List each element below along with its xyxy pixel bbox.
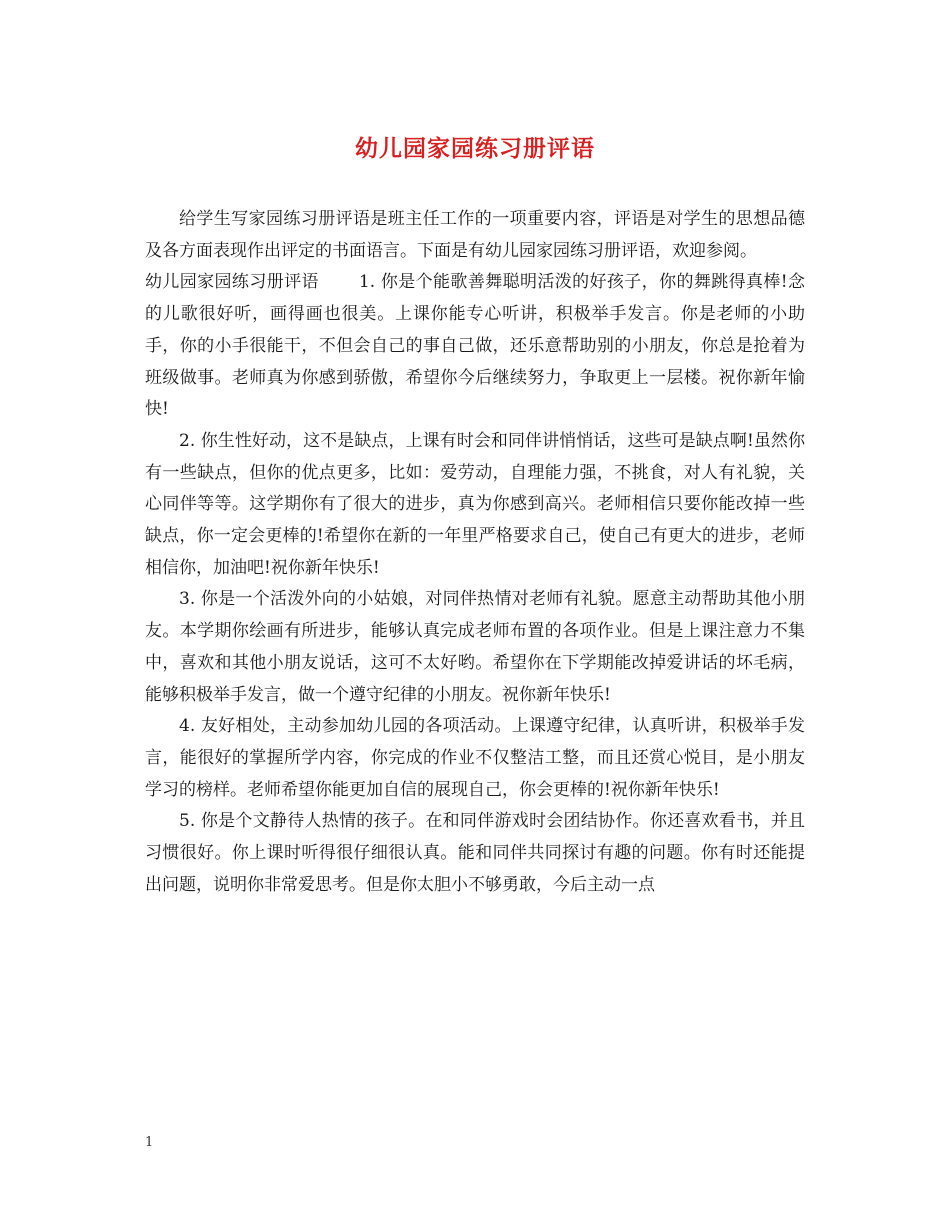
comment-item-3: 3. 你是一个活泼外向的小姑娘，对同伴热情对老师有礼貌。愿意主动帮助其他小朋友。本学期你绘画有所进步，能够认真完成老师布置的各项作业。但是上课注意力不集中，喜欢和其他小朋友说话，这可不太好哟。希望你在下学期能改掉爱讲话的坏毛病，能够积极举手发言，做一个遵守纪律的小朋友。祝你新年快乐!	[145, 589, 805, 705]
section-heading: 幼儿园家园练习册评语	[145, 272, 319, 293]
comment-item-5: 5. 你是个文静待人热情的孩子。在和同伴游戏时会团结协作。你还喜欢看书，并且习惯很好。你上课时听得很仔细很认真。能和同伴共同探讨有趣的问题。你有时还能提出问题，说明你非常爱思考。但是你太胆小不够勇敢，今后主动一点	[145, 811, 805, 895]
comment-item-2: 2. 你生性好动，这不是缺点，上课有时会和同伴讲悄悄话，这些可是缺点啊!虽然你有一些缺点，但你的优点更多，比如：爱劳动，自理能力强，不挑食，对人有礼貌，关心同伴等等。这学期你有了很大的进步，真为你感到高兴。老师相信只要你能改掉一些缺点，你一定会更棒的!希望你在新的一年里严格要求自己，使自己有更大的进步，老师相信你，加油吧!祝你新年快乐!	[145, 430, 805, 578]
document-body	[145, 204, 805, 901]
document-title: 幼儿园家园练习册评语	[355, 135, 595, 162]
intro-paragraph: 给学生写家园练习册评语是班主任工作的一项重要内容，评语是对学生的思想品德及各方面表现作出评定的书面语言。下面是有幼儿园家园练习册评语，欢迎参阅。	[145, 209, 805, 261]
first-comment-paragraph	[145, 267, 805, 426]
comment-item-4: 4. 友好相处，主动参加幼儿园的各项活动。上课遵守纪律，认真听讲，积极举手发言，能很好的掌握所学内容，你完成的作业不仅整洁工整，而且还赏心悦目，是小朋友学习的榜样。老师希望你能更加自信的展现自己，你会更棒的!祝你新年快乐!	[145, 716, 805, 800]
page-number: 1	[145, 1135, 154, 1150]
comment-item-1: 1. 你是个能歌善舞聪明活泼的好孩子，你的舞跳得真棒!念的儿歌很好听，画得画也很美。上课你能专心听讲，积极举手发言。你是老师的小助手，你的小手很能干，不但会自己的事自己做，还乐意帮助别的小朋友，你总是抢着为班级做事。老师真为你感到骄傲，希望你今后继续努力，争取更上一层楼。祝你新年愉快!	[145, 272, 805, 420]
